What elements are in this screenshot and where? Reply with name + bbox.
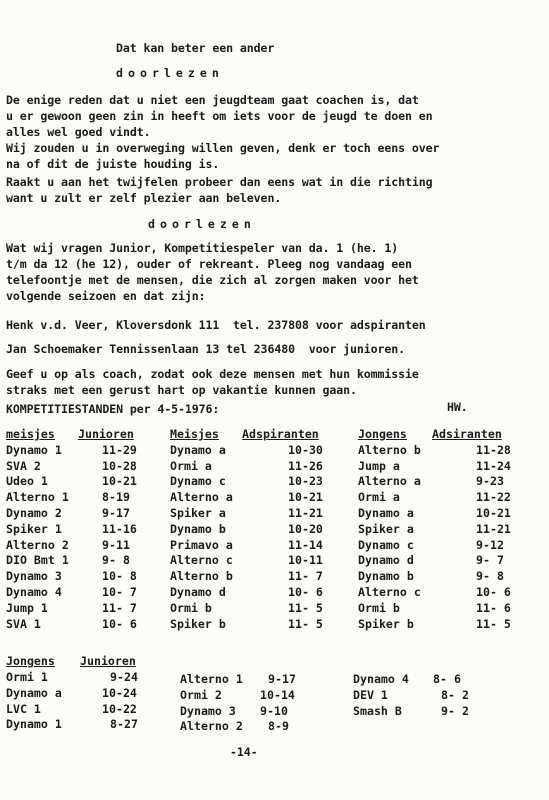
team-name: SVA 2	[6, 458, 41, 473]
table-jongens-junioren-header	[6, 654, 136, 670]
team-score: 9-23	[476, 474, 504, 489]
team-score: 10-14	[260, 687, 295, 702]
table-header-group: Jongens	[6, 654, 55, 668]
team-name: Smash B	[353, 703, 402, 718]
team-name: Spiker 1	[6, 521, 62, 536]
table-row	[358, 601, 538, 617]
text-line: De enige reden dat u niet een jeugdteam gaat coachen is, dat	[6, 93, 419, 107]
contact-junioren: Jan Schoemaker Tennissenlaan 13 tel 236480 voor junioren.	[6, 342, 406, 356]
team-name: SVA 1	[6, 616, 41, 631]
table-jongens-junioren-col3	[353, 672, 513, 719]
team-name: Dynamo b	[358, 569, 414, 584]
table-row	[180, 688, 340, 704]
table-header	[6, 427, 162, 443]
text-line: volgende seizoen en dat zijn:	[6, 289, 206, 303]
text-line: Wat wij vragen Junior, Kompetitiespeler van da. 1 (he. 1)	[6, 241, 399, 255]
table-header-category: Junioren	[80, 654, 136, 668]
table-row	[170, 585, 346, 601]
team-score: 11- 7	[288, 569, 323, 584]
team-score: 11- 6	[476, 600, 511, 615]
table-row	[170, 617, 346, 633]
table-row	[170, 538, 346, 554]
table-row	[353, 672, 513, 688]
intro-title: Dat kan beter een ander	[116, 41, 275, 55]
contact-adspiranten: Henk v.d. Veer, Kloversdonk 111 tel. 237808 voor adspiranten	[6, 318, 426, 332]
text-line: na of dit de juiste houding is.	[6, 157, 220, 171]
team-name: Ormi 2	[180, 687, 222, 702]
table-header-group: meisjes	[6, 427, 55, 441]
table-row	[6, 538, 162, 554]
table-header	[170, 427, 346, 443]
team-name: DIO Bmt 1	[6, 553, 69, 568]
team-name: Dynamo 4	[353, 672, 409, 686]
team-name: LVC 1	[6, 701, 41, 716]
team-score: 11-21	[288, 505, 323, 520]
second-spaced-heading: doorlezen	[148, 217, 256, 231]
text-line: Geef u op als coach, zodat ook deze mensen met hun kommissie	[6, 367, 419, 381]
table-header	[358, 427, 538, 443]
table-header-group: Meisjes	[170, 427, 219, 441]
team-name: Alterno a	[170, 490, 233, 505]
team-name: Alterno b	[170, 569, 233, 584]
team-score: 8- 6	[433, 672, 461, 686]
team-name: Alterno c	[358, 584, 421, 599]
team-name: Spiker a	[358, 521, 414, 536]
table-row	[6, 686, 166, 702]
table-row	[358, 585, 538, 601]
table-row	[170, 490, 346, 506]
table-header-group: Jongens	[358, 427, 407, 441]
table-row	[6, 601, 162, 617]
team-name: Dynamo a	[170, 442, 226, 457]
team-name: Dynamo 1	[6, 717, 62, 732]
table-row	[170, 506, 346, 522]
table-row	[6, 569, 162, 585]
team-score: 10-21	[288, 490, 323, 505]
author-initials: HW.	[447, 400, 468, 414]
text-line: telefoontje met de mensen, die zich al zorgen maken voor het	[6, 273, 419, 287]
team-name: Dynamo 3	[6, 569, 62, 584]
table-row	[358, 538, 538, 554]
table-row	[358, 443, 538, 459]
team-score: 9- 8	[102, 553, 130, 568]
team-name: DEV 1	[353, 687, 388, 702]
table-row	[170, 474, 346, 490]
standings-title: KOMPETITIESTANDEN per 4-5-1976:	[6, 402, 220, 416]
team-score: 10- 6	[102, 616, 137, 631]
team-name: Ormi a	[170, 458, 212, 473]
table-row	[6, 443, 162, 459]
text-line: t/m da 12 (he 12), ouder of rekreant. Pleeg nog vandaag een	[6, 257, 412, 271]
team-name: Dynamo a	[6, 685, 62, 700]
page-number: -14-	[230, 745, 258, 759]
team-name: Spiker a	[170, 505, 226, 520]
table-row	[170, 459, 346, 475]
table-jongens-junioren-col1	[6, 670, 166, 733]
team-name: Ormi a	[358, 490, 400, 505]
team-score: 11- 5	[288, 600, 323, 615]
team-name: Alterno 1	[180, 672, 243, 686]
table-row	[358, 522, 538, 538]
team-score: 9- 8	[476, 569, 504, 584]
team-score: 10- 6	[288, 584, 323, 599]
table-row	[358, 490, 538, 506]
team-name: Dynamo 1	[6, 442, 62, 457]
team-score: 9- 7	[476, 553, 504, 568]
table-jongens-adspiranten	[358, 427, 538, 632]
table-row	[6, 459, 162, 475]
team-score: 10- 7	[102, 584, 137, 599]
team-score: 10-30	[288, 442, 323, 457]
team-score: 10- 8	[102, 569, 137, 584]
table-meisjes-adspiranten	[170, 427, 346, 632]
text-line: straks met een gerust hart op vakantie kunnen gaan.	[6, 383, 357, 397]
table-row	[358, 474, 538, 490]
team-score: 8- 2	[441, 687, 469, 702]
team-score: 10-11	[288, 553, 323, 568]
team-score: 11-24	[476, 458, 511, 473]
table-row	[353, 704, 513, 720]
table-row	[170, 601, 346, 617]
team-score: 8-27	[110, 717, 138, 732]
team-name: Dynamo 2	[6, 505, 62, 520]
table-row	[358, 617, 538, 633]
team-name: Jump 1	[6, 600, 48, 615]
table-row	[170, 443, 346, 459]
table-jongens-junioren-col2	[180, 672, 340, 735]
table-header-category: Adsiranten	[432, 427, 502, 441]
team-score: 11- 5	[288, 616, 323, 631]
table-row	[180, 672, 340, 688]
team-score: 10-23	[288, 474, 323, 489]
table-row	[6, 717, 166, 733]
table-row	[6, 670, 166, 686]
team-score: 8-9	[268, 719, 289, 734]
team-score: 10-22	[102, 701, 137, 716]
table-row	[358, 506, 538, 522]
team-score: 11- 7	[102, 600, 137, 615]
intro-spaced-heading: doorlezen	[116, 66, 224, 80]
table-row	[170, 569, 346, 585]
team-name: Dynamo c	[170, 474, 226, 489]
table-row	[6, 474, 162, 490]
table-row	[6, 585, 162, 601]
text-line: Raakt u aan het twijfelen probeer dan eens wat in die richting	[6, 175, 433, 189]
team-name: Dynamo d	[170, 584, 226, 599]
team-name: Udeo 1	[6, 474, 48, 489]
table-row	[6, 617, 162, 633]
text-line: Wij zouden u in overweging willen geven, denk er toch eens over	[6, 141, 440, 155]
team-name: Jump a	[358, 458, 400, 473]
team-name: Ormi b	[170, 600, 212, 615]
team-name: Alterno b	[358, 442, 421, 457]
team-score: 9-24	[110, 670, 138, 684]
table-row	[6, 702, 166, 718]
table-row	[353, 688, 513, 704]
table-row	[358, 553, 538, 569]
table-header-category: Adspiranten	[242, 427, 319, 441]
team-score: 9-10	[260, 703, 288, 718]
team-name: Ormi b	[358, 600, 400, 615]
team-score: 11-16	[102, 521, 137, 536]
table-row	[6, 490, 162, 506]
team-score: 9-17	[102, 505, 130, 520]
table-header-category: Junioren	[78, 427, 134, 441]
team-name: Ormi 1	[6, 670, 48, 684]
table-row	[6, 522, 162, 538]
team-name: Alterno a	[358, 474, 421, 489]
table-row	[180, 704, 340, 720]
table-row	[6, 553, 162, 569]
team-score: 11- 5	[476, 616, 511, 631]
team-score: 11-14	[288, 537, 323, 552]
team-name: Dynamo 4	[6, 584, 62, 599]
team-name: Dynamo c	[358, 537, 414, 552]
team-name: Dynamo 3	[180, 703, 236, 718]
team-score: 11-28	[476, 442, 511, 457]
team-score: 9-11	[102, 537, 130, 552]
team-score: 9-17	[268, 672, 296, 686]
table-row	[6, 506, 162, 522]
table-row	[170, 553, 346, 569]
team-score: 10-28	[102, 458, 137, 473]
team-score: 11-29	[102, 442, 137, 457]
team-score: 10-21	[102, 474, 137, 489]
team-score: 11-22	[476, 490, 511, 505]
team-score: 11-26	[288, 458, 323, 473]
team-name: Alterno 1	[6, 490, 69, 505]
team-score: 11-21	[476, 521, 511, 536]
team-name: Spiker b	[358, 616, 414, 631]
text-line: alles wel goed vindt.	[6, 125, 151, 139]
table-row	[358, 569, 538, 585]
team-score: 9-12	[476, 537, 504, 552]
team-name: Alterno 2	[6, 537, 69, 552]
text-line: want u zult er zelf plezier aan beleven.	[6, 191, 282, 205]
table-row	[358, 459, 538, 475]
team-score: 10-24	[102, 685, 137, 700]
team-name: Dynamo d	[358, 553, 414, 568]
team-score: 9- 2	[441, 703, 469, 718]
table-row	[180, 719, 340, 735]
team-name: Dynamo a	[358, 505, 414, 520]
team-score: 8-19	[102, 490, 130, 505]
team-name: Dynamo b	[170, 521, 226, 536]
team-score: 10-21	[476, 505, 511, 520]
team-name: Primavo a	[170, 537, 233, 552]
text-line: u er gewoon geen zin in heeft om iets voor de jeugd te doen en	[6, 109, 433, 123]
team-score: 10- 6	[476, 584, 511, 599]
table-row	[170, 522, 346, 538]
table-header	[6, 654, 136, 670]
team-name: Alterno 2	[180, 719, 243, 734]
team-name: Spiker b	[170, 616, 226, 631]
table-meisjes-junioren	[6, 427, 162, 632]
team-score: 10-20	[288, 521, 323, 536]
team-name: Alterno c	[170, 553, 233, 568]
